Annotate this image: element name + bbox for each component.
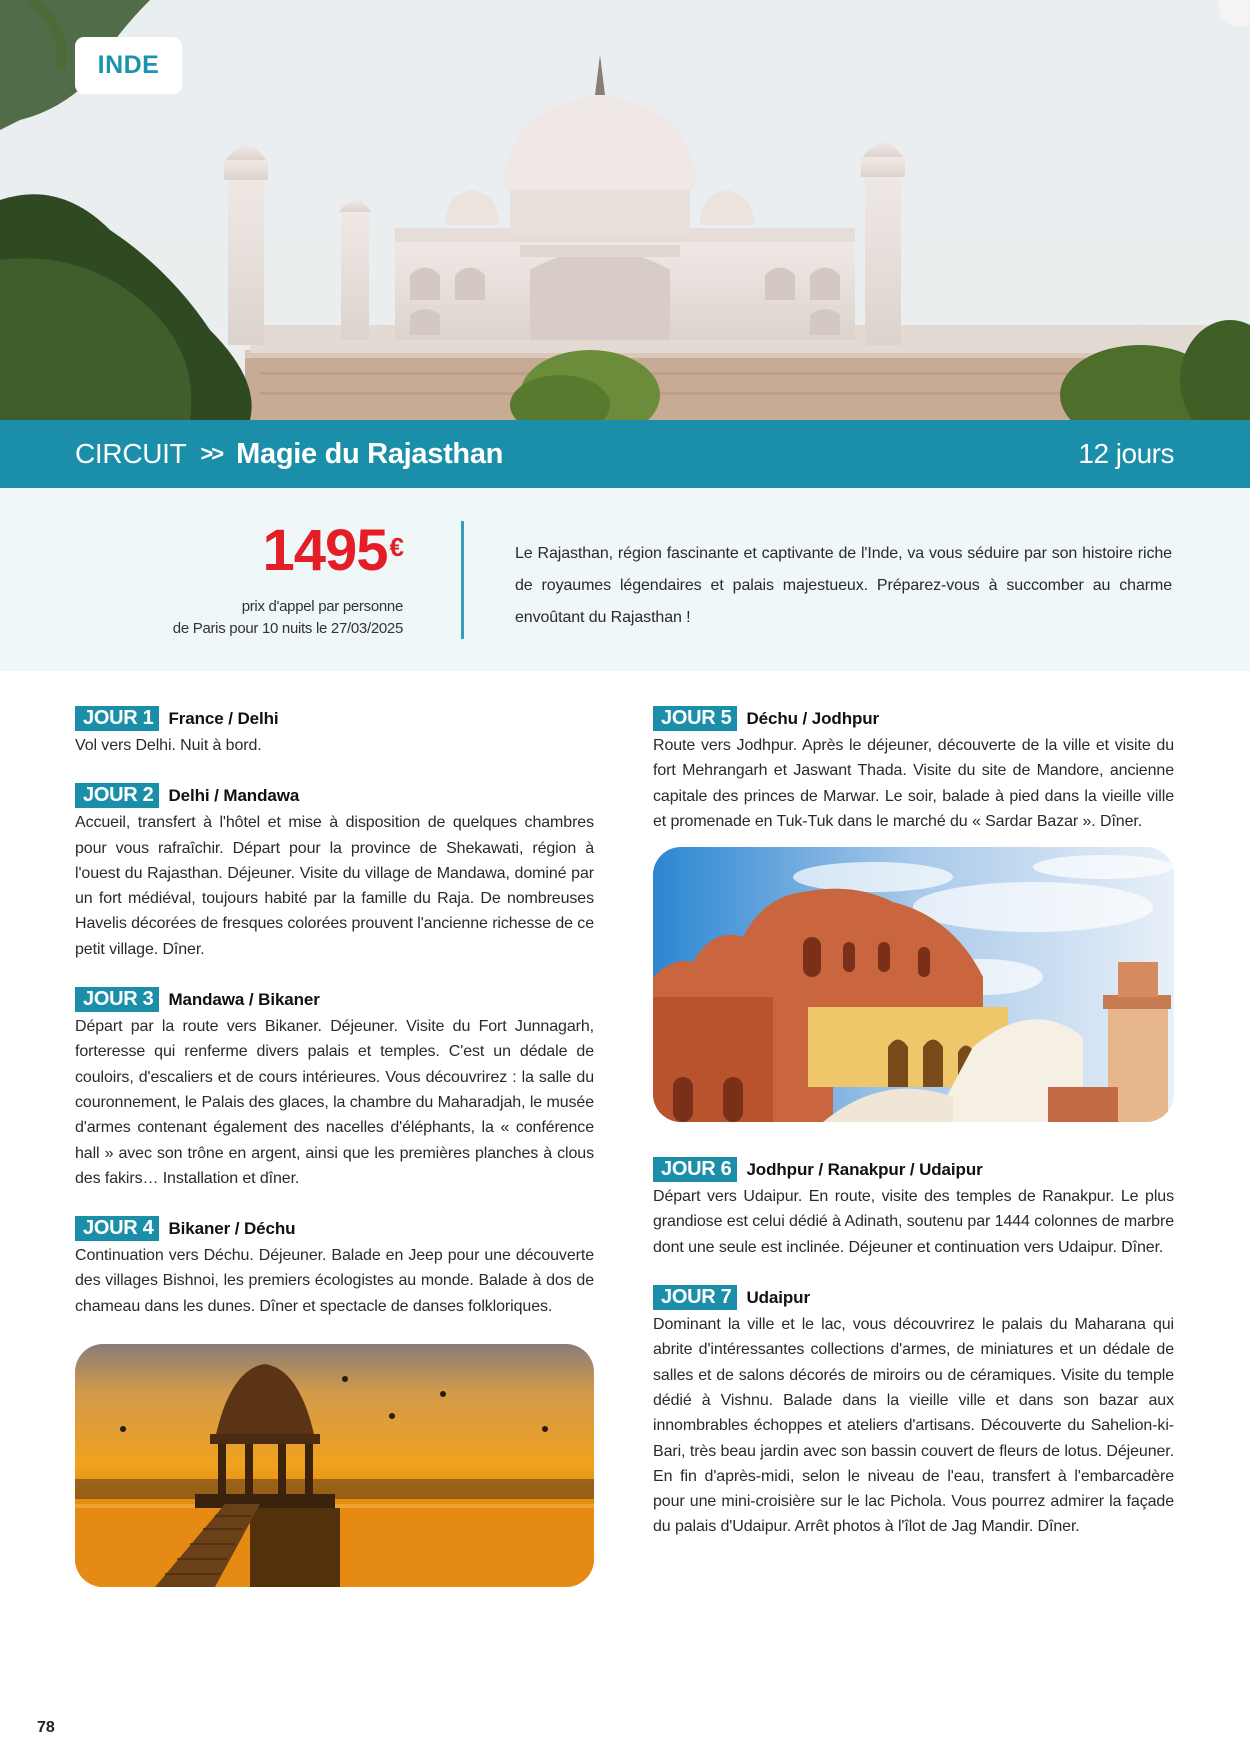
day-title: France / Delhi	[168, 708, 279, 728]
day-title: Udaipur	[746, 1287, 810, 1307]
day-description: Route vers Jodhpur. Après le déjeuner, découverte de la ville et visite du fort Mehrangarh et Jaswant Thada. Visite du site de Mandore, ancienne capitale des princes de Marwar. Le soir, balade à pied dans la vieille ville et promenade en Tuk-Tuk dans le marché du « Sardar Bazar ». Dîner.	[653, 737, 1174, 830]
day-tag: JOUR 6	[653, 1157, 737, 1182]
day-tag: JOUR 7	[653, 1285, 737, 1310]
hero-image	[0, 0, 1250, 420]
day-header	[75, 1216, 594, 1241]
day-header	[653, 706, 1174, 731]
price-note-line2: de Paris pour 10 nuits le 27/03/2025	[172, 620, 403, 637]
price	[173, 518, 403, 583]
day-description: Départ vers Udaipur. En route, visite des temples de Ranakpur. Le plus grandiose est celui dédié à Adinath, soutenu par 1444 colonnes de marbre dont une seule est inclinée. Déjeuner et continuation vers Udaipur. Dîner.	[653, 1188, 1174, 1256]
page-number: 78	[37, 1719, 55, 1736]
price-block	[172, 518, 403, 640]
day-header	[653, 1285, 1174, 1310]
day-header	[75, 783, 594, 808]
day-header	[653, 1157, 1174, 1182]
day-tag: JOUR 4	[75, 1216, 159, 1241]
divider	[461, 521, 464, 639]
day-tag: JOUR 5	[653, 706, 737, 731]
hawa-mahal-photo	[653, 847, 1174, 1122]
day-7	[653, 1285, 1174, 1540]
day-description: Continuation vers Déchu. Déjeuner. Balade en Jeep pour une découverte des villages Bishnoi, les premiers écologistes au monde. Balade à dos de chameau dans les dunes. Dîner et spectacle de danses folkloriques.	[75, 1247, 594, 1315]
day-header	[75, 987, 594, 1012]
day-title: Bikaner / Déchu	[168, 1218, 296, 1238]
category-label: CIRCUIT	[75, 438, 187, 469]
price-note	[173, 596, 403, 640]
day-2	[75, 783, 594, 962]
day-description: Vol vers Delhi. Nuit à bord.	[75, 737, 262, 754]
day-header	[75, 706, 594, 731]
day-title: Mandawa / Bikaner	[168, 989, 320, 1009]
day-1	[75, 706, 594, 758]
itinerary-right-column	[653, 706, 1174, 1565]
chevron-double-right-icon: >>	[200, 441, 223, 466]
day-5	[653, 706, 1174, 834]
price-note-line1: prix d'appel par personne	[241, 598, 403, 615]
title-bar	[0, 420, 1250, 488]
day-description: Dominant la ville et le lac, vous découvrirez le palais du Maharana qui abrite d'intéressantes collections d'armes, de miniatures et un dédale de salles et de salons décorés de miroirs ou de céramiques. Visite du temple dédié à Vishnu. Balade dans la vieille ville et dans son bazar aux innombrables échoppes et ateliers d'artisans. Découverte du Sahelion-ki-Bari, très beau jardin avec son bassin couvert de fleurs de lotus. Déjeuner. En fin d'après-midi, selon le niveau de l'eau, transfert à l'embarcadère pour une mini-croisière sur le lac Pichola. Vous pourrez admirer la façade du palais d'Udaipur. Arrêt photos à l'îlot de Jag Mandir. Dîner.	[653, 1316, 1174, 1536]
price-amount: 1495	[262, 518, 388, 583]
taj-mahal-photo	[0, 0, 1250, 420]
day-description: Accueil, transfert à l'hôtel et mise à disposition de quelques chambres pour vous rafraîchir. Départ pour la province de Shekawati, région à l'ouest du Rajasthan. Déjeuner. Visite du village de Mandawa, dominé par un fort médiéval, toujours habité par la famille du Raja. De nombreuses Havelis décorées de fresques colorées prouvent l'ancienne richesse de ce petit village. Dîner.	[75, 814, 594, 958]
day-title: Déchu / Jodhpur	[746, 708, 880, 728]
day-tag: JOUR 1	[75, 706, 159, 731]
gadisar-lake-sunset-photo	[75, 1344, 594, 1587]
tour-title: Magie du Rajasthan	[236, 437, 504, 470]
euro-icon: €	[389, 532, 403, 562]
country-badge: INDE	[75, 37, 182, 94]
day-description: Départ par la route vers Bikaner. Déjeuner. Visite du Fort Junnagarh, forteresse qui renferme divers palais et temples. C'est un dédale de couloirs, d'escaliers et de cours intérieures. Vous découvrirez : la salle du couronnement, le Palais des glaces, la chambre du Maharadjah, le musée d'armes contenant également des nacelles d'éléphants, la « conférence hall » avec son trône en argent, ainsi que les premières planches à clous des fakirs… Installation et dîner.	[75, 1018, 594, 1187]
day-3	[75, 987, 594, 1191]
itinerary-left-column	[75, 706, 594, 1587]
tour-duration: 12 jours	[1078, 438, 1174, 469]
day-tag: JOUR 3	[75, 987, 159, 1012]
day-tag: JOUR 2	[75, 783, 159, 808]
day-title: Delhi / Mandawa	[168, 785, 300, 805]
day-6	[653, 1157, 1174, 1260]
price-band	[0, 488, 1250, 671]
day-4	[75, 1216, 594, 1319]
day-title: Jodhpur / Ranakpur / Udaipur	[746, 1159, 983, 1179]
intro-text: Le Rajasthan, région fascinante et captivante de l'Inde, va vous séduire par son histoire riche de royaumes légendaires et palais majestueux. Préparez-vous à succomber au charme envoûtant du Rajasthan !	[515, 545, 1172, 626]
